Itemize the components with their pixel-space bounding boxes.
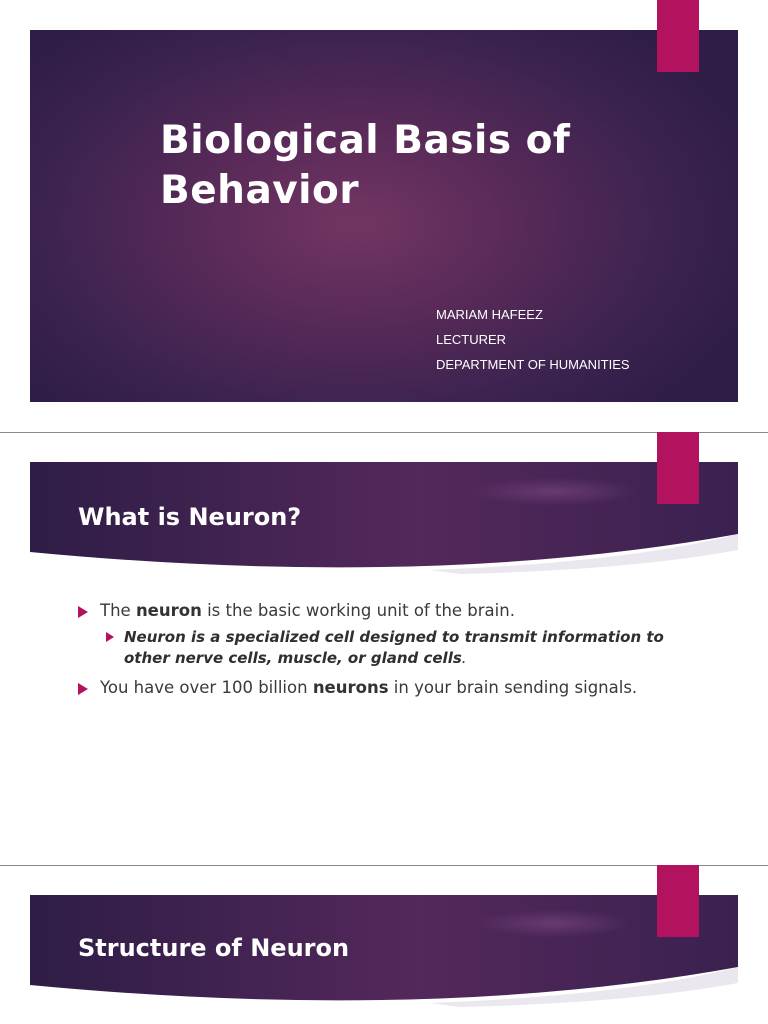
slide-title: Biological Basis of Behavior: [160, 118, 571, 213]
slide1-accent-tab-front: [657, 0, 699, 72]
presenter-name: MARIAM HAFEEZ: [436, 307, 543, 322]
bullet-bold-text: neuron: [135, 601, 202, 620]
bullet-arrow-icon: [106, 632, 114, 642]
slide2-header-band: [30, 462, 738, 580]
bullet-arrow-icon: [78, 606, 88, 618]
bullet-item: [78, 598, 718, 624]
presenter-info: [436, 302, 630, 377]
slide3-accent-tab: [657, 865, 699, 937]
slide3-heading: Structure of Neuron: [78, 934, 350, 962]
slide3-header-band: [30, 895, 738, 1024]
slide2-accent-tab: [657, 432, 699, 504]
presenter-department: DEPARTMENT OF HUMANITIES: [436, 357, 630, 372]
bullet-text: The: [100, 601, 136, 620]
sub-bullet-item: [106, 627, 664, 669]
sub-bullet-period: .: [461, 649, 467, 667]
slide-divider: [0, 865, 768, 866]
bullet-text: in your brain sending signals.: [388, 678, 638, 697]
slide2-heading: What is Neuron?: [78, 503, 302, 531]
bullet-text: You have over 100 billion: [100, 678, 313, 697]
bullet-text: is the basic working unit of the brain.: [201, 601, 515, 620]
presenter-role: LECTURER: [436, 332, 507, 347]
title-slide: [30, 30, 738, 402]
bullet-bold-text: neurons: [312, 678, 389, 697]
slide2-bullet-list: [78, 598, 718, 701]
slide-divider: [0, 432, 768, 433]
bullet-item: [78, 675, 718, 701]
bullet-arrow-icon: [78, 683, 88, 695]
sub-bullet-text: Neuron is a specialized cell designed to transmit information to other nerve cells, muscle, or gland cells: [124, 628, 664, 667]
